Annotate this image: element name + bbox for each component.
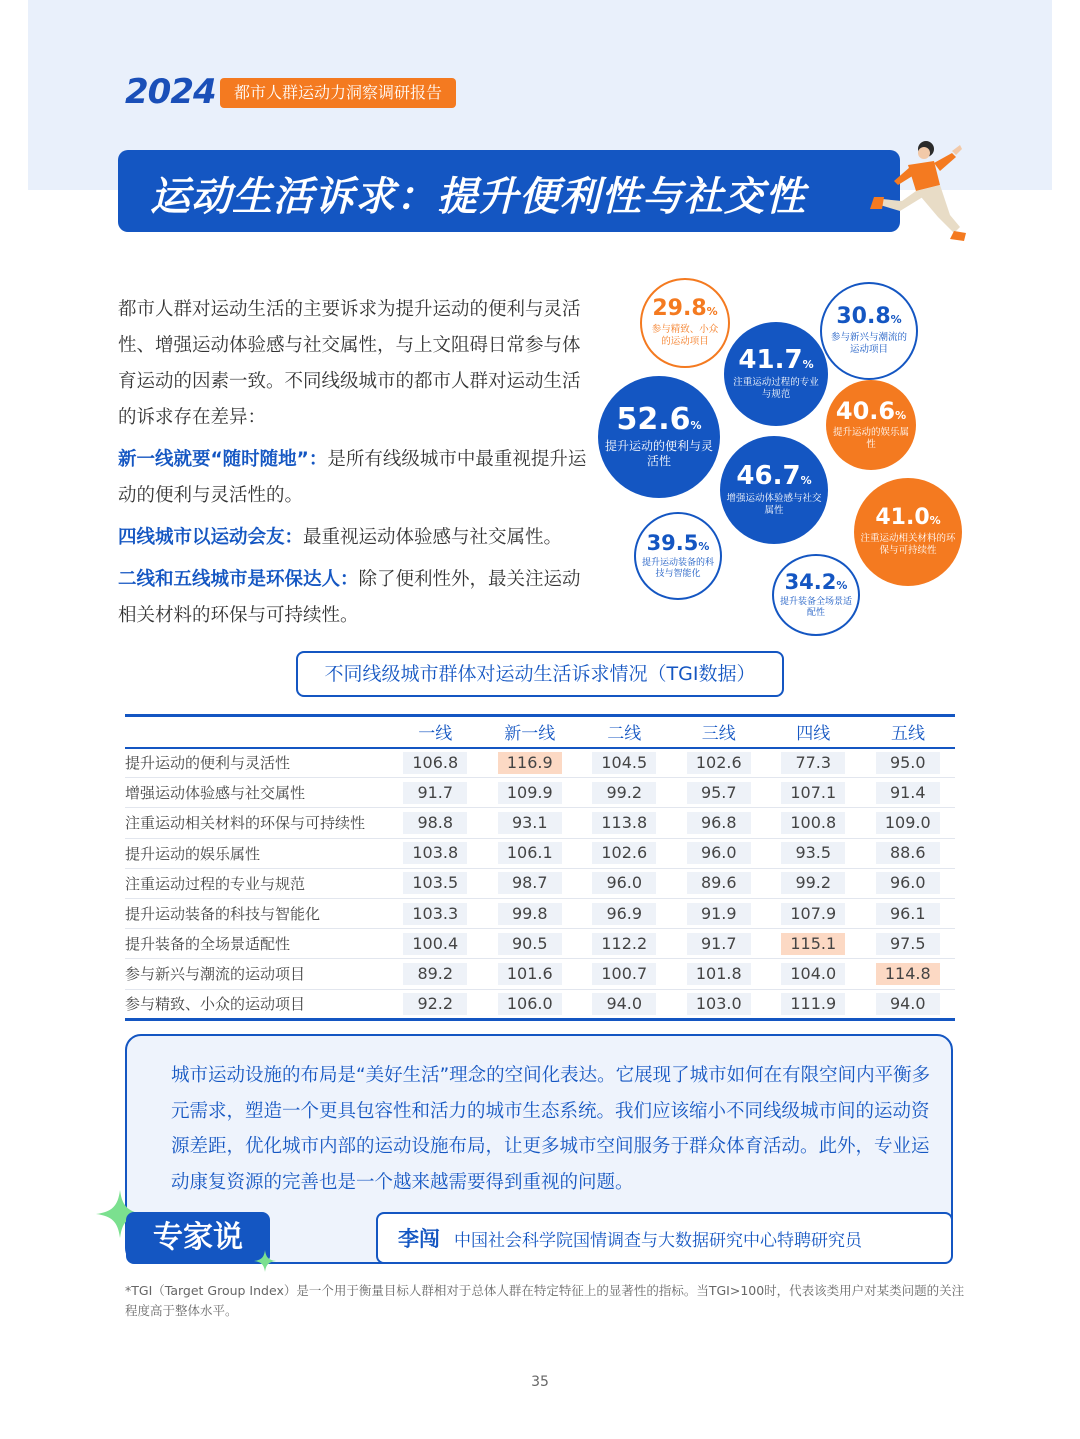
- table-row: [125, 808, 955, 838]
- cell-value: 106.1: [498, 842, 562, 864]
- row-label: 注重运动过程的专业与规范: [125, 868, 388, 898]
- bubble-value: 52.6: [616, 402, 691, 437]
- table-cell: [388, 959, 483, 989]
- table-cell: [861, 898, 956, 928]
- table-cell: [672, 898, 767, 928]
- intro-point-head: 四线城市以运动会友：: [118, 527, 304, 548]
- cell-value: 93.1: [498, 812, 562, 834]
- table-cell: [388, 868, 483, 898]
- cell-value: 97.5: [876, 933, 940, 955]
- table-row: [125, 778, 955, 808]
- row-label: 提升装备的全场景适配性: [125, 929, 388, 959]
- cell-value: 109.0: [876, 812, 940, 834]
- cell-value: 96.0: [592, 872, 656, 894]
- column-header: 二线: [577, 716, 672, 748]
- table-cell: [672, 989, 767, 1019]
- table-cell: [766, 989, 861, 1019]
- expert-signature: [376, 1212, 953, 1264]
- table-cell: [672, 959, 767, 989]
- bubble-label: 参与新兴与潮流的运动项目: [830, 332, 907, 355]
- cell-value: 99.2: [592, 782, 656, 804]
- intro-point-body: 除了便利性外，最关注运动相关材料的环保与可持续性。: [118, 569, 581, 626]
- column-header: 新一线: [483, 716, 578, 748]
- cell-value: 104.0: [781, 963, 845, 985]
- cell-value: 96.0: [687, 842, 751, 864]
- bubble-professional: 41.7% 注重运动过程的专业与规范: [724, 322, 828, 426]
- table-header-row: [125, 716, 955, 748]
- cell-value: 96.0: [876, 872, 940, 894]
- table-cell: [388, 748, 483, 778]
- bubble-value: 41.0: [875, 505, 930, 530]
- bubble-label: 注重运动相关材料的环保与可持续性: [860, 533, 956, 556]
- table-cell: [861, 778, 956, 808]
- cell-value: 101.6: [498, 963, 562, 985]
- expert-name: 李闯: [398, 1227, 440, 1251]
- section-title-banner: [118, 150, 900, 232]
- intro-text: [118, 292, 598, 640]
- table-row: [125, 929, 955, 959]
- table-cell: [388, 808, 483, 838]
- cell-value: 103.5: [403, 872, 467, 894]
- table-cell: [766, 778, 861, 808]
- cell-value: 100.4: [403, 933, 467, 955]
- table-cell: [672, 838, 767, 868]
- table-cell: [577, 898, 672, 928]
- intro-point-head: 新一线就要“随时随地”：: [118, 449, 328, 470]
- table-cell: [483, 778, 578, 808]
- cell-value: 109.9: [498, 782, 562, 804]
- cell-value: 100.7: [592, 963, 656, 985]
- cell-value: 107.1: [781, 782, 845, 804]
- bubble-value: 29.8: [652, 296, 707, 321]
- table-cell: [483, 929, 578, 959]
- row-label: 参与新兴与潮流的运动项目: [125, 959, 388, 989]
- cell-value: 96.8: [687, 812, 751, 834]
- runner-illustration-icon: [860, 135, 970, 245]
- table-cell: [483, 868, 578, 898]
- table-cell: [766, 748, 861, 778]
- bubble-label: 提升运动装备的科技与智能化: [642, 557, 715, 579]
- bubble-sustainability: 41.0% 注重运动相关材料的环保与可持续性: [854, 478, 962, 586]
- bubble-value: 40.6: [835, 397, 896, 425]
- table-cell: [672, 748, 767, 778]
- cell-value: 93.5: [781, 842, 845, 864]
- intro-paragraph: 都市人群对运动生活的主要诉求为提升运动的便利与灵活性、增强运动体验感与社交属性，与上文阻碍日常参与体育运动的因素一致。不同线级城市的都市人群对运动生活的诉求存在差异：: [118, 299, 581, 428]
- intro-point: [118, 520, 598, 556]
- cell-value: 98.7: [498, 872, 562, 894]
- bubble-value: 46.7: [736, 461, 801, 491]
- page-number: 35: [531, 1374, 549, 1390]
- table-cell: [483, 898, 578, 928]
- intro-point-body: 是所有线级城市中最重视提升运动的便利与灵活性的。: [118, 449, 587, 506]
- cell-value: 113.8: [592, 812, 656, 834]
- cell-value: 88.6: [876, 842, 940, 864]
- table-cell: [388, 989, 483, 1019]
- cell-value: 102.6: [592, 842, 656, 864]
- cell-value: 104.5: [592, 752, 656, 774]
- cell-value: 112.2: [592, 933, 656, 955]
- cell-value: 92.2: [403, 993, 467, 1015]
- table-cell: [577, 868, 672, 898]
- table-cell: [766, 868, 861, 898]
- table-cell: [672, 778, 767, 808]
- cell-value: 115.1: [781, 933, 845, 955]
- cell-value: 96.9: [592, 903, 656, 925]
- table-cell: [766, 959, 861, 989]
- table-cell: [483, 838, 578, 868]
- cell-value: 90.5: [498, 933, 562, 955]
- bubble-scene-gear: 34.2% 提升装备全场景适配性: [772, 554, 860, 636]
- table-cell: [861, 808, 956, 838]
- table-cell: [861, 929, 956, 959]
- cell-value: 91.7: [403, 782, 467, 804]
- bubble-value: 39.5: [646, 530, 699, 555]
- bubble-niche-sports: 29.8% 参与精致、小众的运动项目: [640, 278, 730, 368]
- intro-point: [118, 442, 598, 514]
- table-cell: [861, 989, 956, 1019]
- table-cell: [388, 838, 483, 868]
- cell-value: 77.3: [781, 752, 845, 774]
- cell-value: 95.7: [687, 782, 751, 804]
- table-cell: [672, 929, 767, 959]
- column-header: 一线: [388, 716, 483, 748]
- table-cell: [483, 989, 578, 1019]
- table-cell: [577, 929, 672, 959]
- cell-value: 94.0: [876, 993, 940, 1015]
- bubble-trend-sports: 30.8% 参与新兴与潮流的运动项目: [820, 282, 918, 380]
- report-title-tag: 都市人群运动力洞察调研报告: [220, 78, 456, 108]
- cell-value: 91.4: [876, 782, 940, 804]
- cell-value: 99.8: [498, 903, 562, 925]
- table-cell: [766, 838, 861, 868]
- cell-value: 100.8: [781, 812, 845, 834]
- table-cell: [766, 808, 861, 838]
- bubble-value: 34.2: [784, 569, 837, 594]
- table-cell: [388, 929, 483, 959]
- cell-value: 94.0: [592, 993, 656, 1015]
- cell-value: 89.6: [687, 872, 751, 894]
- expert-quote-text: 城市运动设施的布局是“美好生活”理念的空间化表达。它展现了城市如何在有限空间内平衡多元需求，塑造一个更具包容性和活力的城市生态系统。我们应该缩小不同线级城市间的运动资源差距，优化城市内部的运动设施布局，让更多城市空间服务于群众体育活动。此外，专业运动康复资源的完善也是一个越来越需要得到重视的问题。: [171, 1065, 931, 1193]
- table-cell: [672, 808, 767, 838]
- table-row: [125, 989, 955, 1019]
- column-header: 四线: [766, 716, 861, 748]
- table-cell: [577, 838, 672, 868]
- table-cell: [861, 838, 956, 868]
- bubble-label: 注重运动过程的专业与规范: [733, 377, 819, 400]
- cell-value: 95.0: [876, 752, 940, 774]
- table-cell: [766, 898, 861, 928]
- sparkle-small-icon: [254, 1250, 276, 1272]
- table-cell: [672, 868, 767, 898]
- table-caption: 不同线级城市群体对运动生活诉求情况（TGI数据）: [296, 651, 784, 697]
- cell-value: 114.8: [876, 963, 940, 985]
- row-label: 提升运动装备的科技与智能化: [125, 898, 388, 928]
- bubble-label: 参与精致、小众的运动项目: [651, 324, 719, 347]
- column-header: 三线: [672, 716, 767, 748]
- cell-value: 89.2: [403, 963, 467, 985]
- bubble-value: 41.7: [738, 345, 803, 375]
- bubble-smart-gear: 39.5% 提升运动装备的科技与智能化: [634, 512, 722, 600]
- bubble-convenience: 52.6% 提升运动的便利与灵活性: [598, 376, 720, 498]
- table-cell: [388, 898, 483, 928]
- table-row: [125, 868, 955, 898]
- cell-value: 98.8: [403, 812, 467, 834]
- intro-point: [118, 562, 598, 634]
- table-cell: [577, 959, 672, 989]
- cell-value: 102.6: [687, 752, 751, 774]
- bubble-social: 46.7% 增强运动体验感与社交属性: [720, 436, 828, 544]
- table-cell: [483, 959, 578, 989]
- intro-point-body: 最重视运动体验感与社交属性。: [303, 527, 563, 548]
- table-row: [125, 838, 955, 868]
- cell-value: 91.7: [687, 933, 751, 955]
- cell-value: 91.9: [687, 903, 751, 925]
- table-cell: [861, 959, 956, 989]
- cell-value: 111.9: [781, 993, 845, 1015]
- table-cell: [766, 929, 861, 959]
- cell-value: 106.0: [498, 993, 562, 1015]
- bubble-entertainment: 40.6% 提升运动的娱乐属性: [826, 380, 916, 470]
- section-title: 运动生活诉求：提升便利性与社交性: [150, 174, 806, 220]
- table-corner: [125, 716, 388, 748]
- table-cell: [577, 748, 672, 778]
- table-cell: [577, 989, 672, 1019]
- tgi-table: [125, 714, 955, 1021]
- column-header: 五线: [861, 716, 956, 748]
- table-cell: [577, 808, 672, 838]
- cell-value: 106.8: [403, 752, 467, 774]
- cell-value: 103.0: [687, 993, 751, 1015]
- cell-value: 96.1: [876, 903, 940, 925]
- cell-value: 103.3: [403, 903, 467, 925]
- table-row: [125, 748, 955, 778]
- table-cell: [861, 868, 956, 898]
- table-row: [125, 959, 955, 989]
- row-label: 增强运动体验感与社交属性: [125, 778, 388, 808]
- table-cell: [388, 778, 483, 808]
- cell-value: 99.2: [781, 872, 845, 894]
- bubble-value: 30.8: [836, 304, 891, 329]
- cell-value: 103.8: [403, 842, 467, 864]
- row-label: 注重运动相关材料的环保与可持续性: [125, 808, 388, 838]
- report-year: 2024: [125, 72, 216, 112]
- row-label: 参与精致、小众的运动项目: [125, 989, 388, 1019]
- table-cell: [861, 748, 956, 778]
- cell-value: 107.9: [781, 903, 845, 925]
- row-label: 提升运动的便利与灵活性: [125, 748, 388, 778]
- bubble-label: 提升运动的便利与灵活性: [604, 439, 713, 468]
- bubble-label: 提升装备全场景适配性: [780, 596, 853, 618]
- table-row: [125, 898, 955, 928]
- table-cell: [483, 808, 578, 838]
- bubble-label: 增强运动体验感与社交属性: [726, 493, 822, 516]
- cell-value: 101.8: [687, 963, 751, 985]
- tgi-footnote: *TGI（Target Group Index）是一个用于衡量目标人群相对于总体人群在特定特征上的显著性的指标。当TGI>100时，代表该类用户对某类问题的关注程度高于整体水平。: [125, 1283, 965, 1318]
- table-cell: [577, 778, 672, 808]
- bubble-label: 提升运动的娱乐属性: [832, 427, 909, 450]
- table-cell: [483, 748, 578, 778]
- expert-tag: 专家说: [126, 1212, 270, 1264]
- expert-organization: 中国社会科学院国情调查与大数据研究中心特聘研究员: [454, 1230, 862, 1251]
- cell-value: 116.9: [498, 752, 562, 774]
- row-label: 提升运动的娱乐属性: [125, 838, 388, 868]
- intro-point-head: 二线和五线城市是环保达人：: [118, 569, 359, 590]
